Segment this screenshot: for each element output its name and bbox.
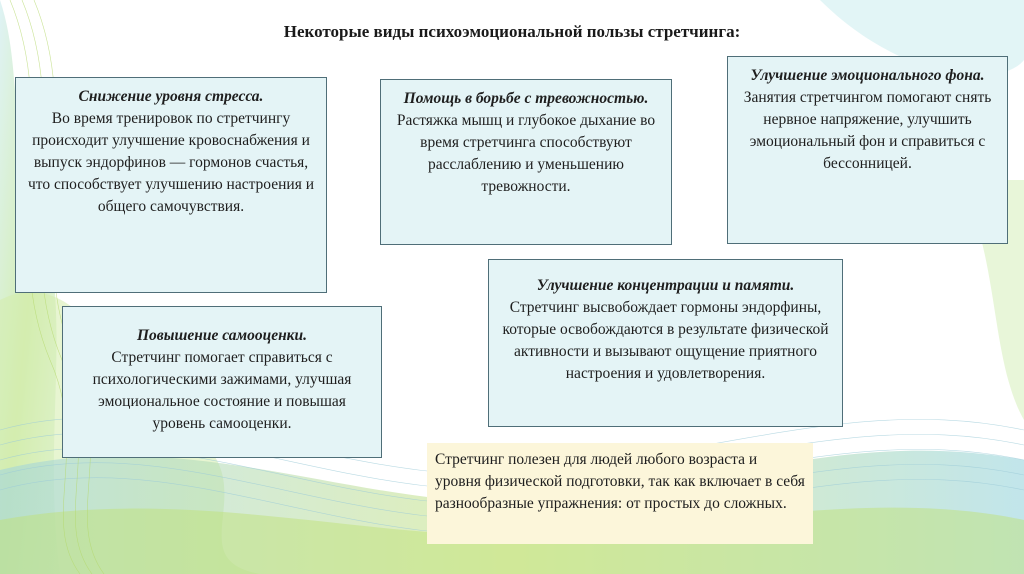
card-heading: Улучшение эмоционального фона. [750,67,985,84]
card-concentration-memory [488,259,843,427]
card-heading: Повышение самооценки. [136,327,308,344]
card-heading: Помощь в борьбе с тревожностью. [403,90,649,107]
summary-note: Стретчинг полезен для людей любого возраста и уровня физической подготовки, так как включает в себя разнообразные упражнения: от простых до сложных. [427,443,813,544]
card-text: Стретчинг помогает справиться с психологическими зажимами, улучшая эмоциональное состояние и повышая уровень самооценки. [92,349,352,432]
card-anxiety-help [380,79,672,245]
card-heading: Улучшение концентрации и памяти. [536,277,795,294]
card-stress-reduction [15,77,327,293]
card-emotional-background [727,56,1008,244]
card-text: Во время тренировок по стретчингу происходит улучшение кровоснабжения и выпуск эндорфинов — гормонов счастья, что способствует улучшению настроения и общего самочувствия. [27,110,315,215]
card-text: Растяжка мышц и глубокое дыхание во время стретчинга способствуют расслаблению и уменьшению тревожности. [396,112,656,195]
card-heading: Снижение уровня стресса. [78,88,264,105]
card-text: Занятия стретчингом помогают снять нервное напряжение, улучшить эмоциональный фон и справиться с бессонницей. [743,89,992,172]
slide-title: Некоторые виды психоэмоциональной пользы стретчинга: [283,22,741,41]
card-text: Стретчинг высвобождает гормоны эндорфины, которые освобождаются в результате физической активности и вызывают ощущение приятного настроения и удовлетворения. [502,299,829,382]
card-self-esteem [62,306,382,458]
